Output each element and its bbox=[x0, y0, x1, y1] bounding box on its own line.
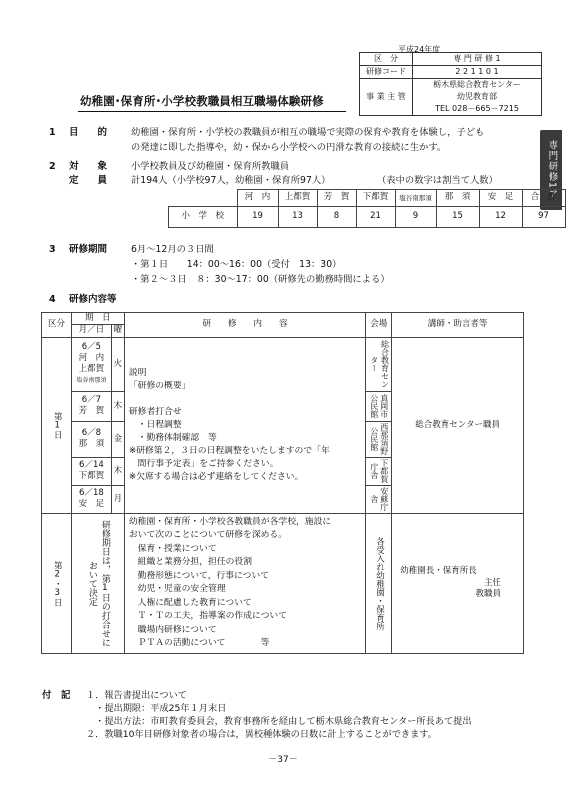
section-heading: 対 象 bbox=[69, 161, 107, 172]
header-cell-venue: 会場 bbox=[366, 313, 392, 338]
side-tab[interactable]: 専門研修1ア bbox=[540, 130, 562, 210]
info-row bbox=[360, 66, 542, 79]
info-value: 栃木県総合教育センター bbox=[413, 79, 542, 92]
table-header-cell: 塩谷南那須 bbox=[395, 190, 436, 207]
date-cell: 6／14 下都賀 bbox=[71, 457, 111, 485]
info-value: 専 門 研 修 1 bbox=[413, 53, 542, 66]
date-cell: 6／7 芳 賀 bbox=[71, 391, 111, 421]
date-cell: 6／8 那 須 bbox=[71, 421, 111, 457]
table-cell: 12 bbox=[479, 207, 522, 228]
info-label: 区 分 bbox=[360, 53, 413, 66]
title-underline bbox=[78, 111, 346, 112]
section-heading: 定 員 bbox=[69, 175, 107, 186]
quota-table bbox=[168, 189, 566, 228]
notes-list bbox=[86, 689, 472, 741]
table-header-cell: 河 内 bbox=[237, 190, 278, 207]
row-label: 小 学 校 bbox=[169, 207, 238, 228]
header-cell-content: 研 修 内 容 bbox=[124, 313, 365, 338]
section-number: 1 bbox=[49, 127, 56, 138]
section-number: 3 bbox=[49, 244, 56, 255]
note-item: ・提出方法：市町教育委員会，教育事務所を経由して栃木県総合教育センター所長あて提出 bbox=[86, 716, 472, 727]
table-cell: 19 bbox=[237, 207, 278, 228]
info-row bbox=[360, 53, 542, 66]
period-line-3: ・第２～３日 ８：30～17：00（研修先の勤務時間による） bbox=[131, 274, 390, 285]
period-note-cell: 研修期日は，第1日の打合せにおいて決定 bbox=[71, 513, 124, 653]
info-value: 2 2 1 1 0 1 bbox=[413, 66, 542, 79]
weekday-cell: 木 bbox=[111, 457, 124, 485]
section-heading: 研修内容等 bbox=[69, 294, 117, 305]
table-cell: 9 bbox=[395, 207, 436, 228]
day1-content: 説明 「研修の概要」 研修者打合せ ・日程調整 ・勤務体制確認 等 ※研修第２，３日の日程調整をいたしますので「年 間行事予定表」をご持参ください。 ※欠席する場合は必ず連絡をしてください。 bbox=[124, 337, 365, 513]
weekday-cell: 月 bbox=[111, 485, 124, 513]
venue-cell: 各受入れ幼稚園・保育所 bbox=[366, 513, 392, 653]
table-header-cell: 那 須 bbox=[436, 190, 479, 207]
table-header-cell: 合 計 bbox=[522, 190, 565, 207]
period-line-2: ・第１日 14：00～16：00（受付 13：30） bbox=[131, 259, 342, 270]
table-row bbox=[42, 337, 524, 391]
info-value: TEL 028－665－7215 bbox=[413, 103, 542, 116]
info-label: 研修コード bbox=[360, 66, 413, 79]
purpose-line-2: の発達に即した指導や，幼・保から小学校への円滑な教育の接続に生かす。 bbox=[131, 142, 447, 153]
table-header-row bbox=[42, 313, 524, 325]
note-item: ・提出期限：平成25年１月末日 bbox=[86, 703, 227, 714]
weekday-cell: 木 bbox=[111, 391, 124, 421]
page-number: －37－ bbox=[268, 755, 298, 765]
header-cell-month-day: 月／日 bbox=[71, 325, 111, 337]
note-item: １．報告書提出について bbox=[86, 690, 187, 701]
table-cell bbox=[169, 190, 238, 207]
training-content-table bbox=[41, 312, 524, 654]
note-item: ２．教職10年目研修対象者の場合は，異校種体験の日数に計上することができます。 bbox=[86, 729, 437, 740]
notes-section bbox=[42, 689, 472, 741]
header-cell-date: 期 日 bbox=[71, 313, 124, 325]
notes-row bbox=[42, 689, 472, 741]
period-line-1: 6月～12月の３日間 bbox=[131, 244, 214, 255]
section-heading: 研修期間 bbox=[69, 244, 108, 255]
capacity-text: 計194人（小学校97人，幼稚園・保育所97人） bbox=[131, 175, 331, 186]
weekday-cell: 金 bbox=[111, 421, 124, 457]
table-cell: 13 bbox=[278, 207, 317, 228]
table-cell: 8 bbox=[317, 207, 356, 228]
venue-cell: 下都賀庁舎 bbox=[366, 457, 392, 485]
day-category: 第2・3日 bbox=[42, 513, 72, 653]
header-cell-category: 区分 bbox=[42, 313, 72, 338]
venue-cell: 真岡市公民館 bbox=[366, 391, 392, 421]
page-title: 幼稚園･保育所･小学校教職員相互職場体験研修 bbox=[80, 94, 324, 108]
date-cell: 6／5 河 内 上都賀 塩谷南那須 bbox=[71, 337, 111, 391]
info-row bbox=[360, 79, 542, 92]
date-cell: 6／18 安 足 bbox=[71, 485, 111, 513]
info-value: 幼児教育部 bbox=[413, 91, 542, 103]
table-row bbox=[169, 190, 566, 207]
weekday-cell: 火 bbox=[111, 337, 124, 391]
venue-cell: 西那須野公民館 bbox=[366, 421, 392, 457]
day2-content: 幼稚園・保育所・小学校各教職員が各学校，施設に おいて次のことについて研修を深める。 保育・授業について 組織と業務分担，担任の役割 勤務形態について，行事について 幼児・児童の安全管理 人権に配慮した教育について Ｔ・Ｔの工夫，指導案の作成について 職場内研修について ＰＴＡの活動について 等 bbox=[124, 513, 365, 653]
quota-note: （表中の数字は割当て人数） bbox=[377, 175, 498, 186]
table-row bbox=[169, 207, 566, 228]
purpose-line-1: 幼稚園・保育所・小学校の教職員が相互の職場で実際の保育や教育を体験し，子ども bbox=[131, 127, 485, 138]
section-number: 4 bbox=[49, 294, 56, 305]
table-header-cell: 芳 賀 bbox=[317, 190, 356, 207]
course-info-table bbox=[359, 52, 542, 116]
table-cell: 15 bbox=[436, 207, 479, 228]
day1-lecturer: 総合教育センター職員 bbox=[392, 337, 524, 513]
table-header-cell: 下都賀 bbox=[356, 190, 395, 207]
venue-cell: 総合教育センター bbox=[366, 337, 392, 391]
header-cell-weekday: 曜 bbox=[111, 325, 124, 337]
table-row bbox=[42, 513, 524, 653]
day-category: 第1日 bbox=[42, 337, 72, 513]
section-heading: 目 的 bbox=[69, 127, 107, 138]
table-cell: 21 bbox=[356, 207, 395, 228]
venue-cell: 安蘇庁舎 bbox=[366, 485, 392, 513]
section-number: 2 bbox=[49, 161, 56, 172]
header-cell-lecturer: 講師・助言者等 bbox=[392, 313, 524, 338]
info-label: 事 業 主 管 bbox=[360, 79, 413, 116]
table-cell: 97 bbox=[522, 207, 565, 228]
target-text: 小学校教員及び幼稚園・保育所教職員 bbox=[131, 161, 290, 172]
table-header-cell: 上都賀 bbox=[278, 190, 317, 207]
notes-label: 付 記 bbox=[42, 690, 71, 701]
table-header-cell: 安 足 bbox=[479, 190, 522, 207]
fiscal-year-label: 平成24年度 bbox=[398, 45, 441, 54]
day2-lecturer: 幼稚園長・保育所長 主任 教職員 bbox=[392, 513, 524, 653]
